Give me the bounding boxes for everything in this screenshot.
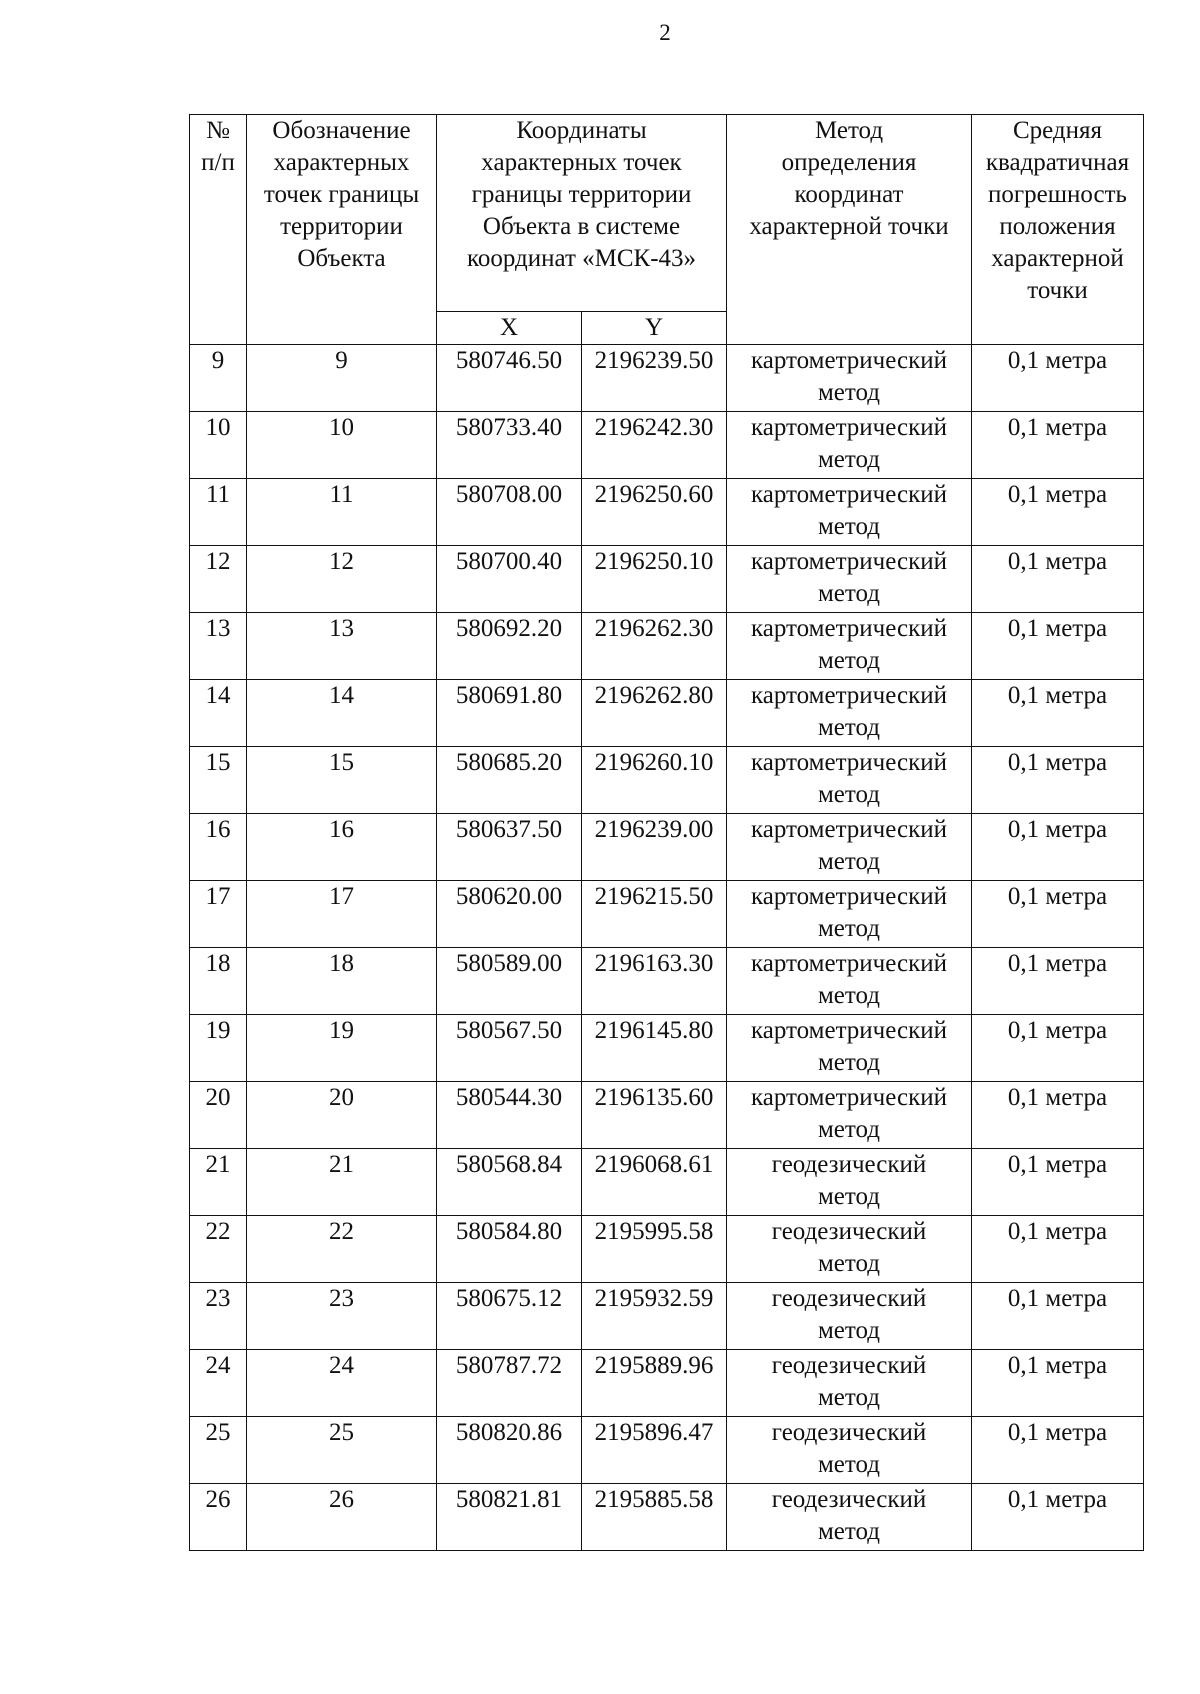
error-cell: 0,1 метра [972,1082,1144,1149]
coord-y: 2196239.00 [582,814,727,881]
method-cell: картометрический метод [727,948,972,1015]
page-number: 2 [659,20,671,45]
row-number: 18 [190,948,247,1015]
coord-x: 580708.00 [437,479,582,546]
error-cell: 0,1 метра [972,747,1144,814]
error-cell: 0,1 метра [972,412,1144,479]
coord-x: 580691.80 [437,680,582,747]
table-row [190,1015,1144,1082]
header-x: X [437,312,582,345]
coord-y: 2196262.80 [582,680,727,747]
header-coordinates: Координаты характерных точек границы территории Объекта в системе координат «МСК-43» [437,115,727,312]
row-number: 25 [190,1417,247,1484]
table-body [190,345,1144,1551]
point-designation: 15 [247,747,437,814]
coord-y: 2196250.60 [582,479,727,546]
coord-x: 580567.50 [437,1015,582,1082]
error-cell: 0,1 метра [972,881,1144,948]
row-number: 12 [190,546,247,613]
table-row [190,1350,1144,1417]
error-cell: 0,1 метра [972,1417,1144,1484]
point-designation: 19 [247,1015,437,1082]
table-row [190,1082,1144,1149]
method-cell: картометрический метод [727,1015,972,1082]
method-cell: геодезический метод [727,1350,972,1417]
method-cell: картометрический метод [727,546,972,613]
coord-y: 2196068.61 [582,1149,727,1216]
coord-x: 580692.20 [437,613,582,680]
coord-y: 2196260.10 [582,747,727,814]
table-row [190,1417,1144,1484]
table-row [190,546,1144,613]
error-cell: 0,1 метра [972,948,1144,1015]
coord-x: 580544.30 [437,1082,582,1149]
header-designation: Обозначение характерных точек границы территории Объекта [247,115,437,345]
coord-y: 2196145.80 [582,1015,727,1082]
coord-x: 580589.00 [437,948,582,1015]
method-cell: картометрический метод [727,814,972,881]
row-number: 17 [190,881,247,948]
coord-x: 580733.40 [437,412,582,479]
coord-y: 2195885.58 [582,1484,727,1551]
row-number: 21 [190,1149,247,1216]
point-designation: 26 [247,1484,437,1551]
error-cell: 0,1 метра [972,479,1144,546]
coord-y: 2196163.30 [582,948,727,1015]
table-row [190,1149,1144,1216]
point-designation: 12 [247,546,437,613]
row-number: 26 [190,1484,247,1551]
point-designation: 21 [247,1149,437,1216]
table-row [190,345,1144,412]
method-cell: геодезический метод [727,1216,972,1283]
row-number: 22 [190,1216,247,1283]
coord-x: 580821.81 [437,1484,582,1551]
coord-x: 580700.40 [437,546,582,613]
point-designation: 20 [247,1082,437,1149]
coord-y: 2196250.10 [582,546,727,613]
point-designation: 25 [247,1417,437,1484]
method-cell: картометрический метод [727,1082,972,1149]
table-row [190,948,1144,1015]
point-designation: 13 [247,613,437,680]
row-number: 11 [190,479,247,546]
point-designation: 9 [247,345,437,412]
row-number: 15 [190,747,247,814]
coord-x: 580620.00 [437,881,582,948]
coord-y: 2195995.58 [582,1216,727,1283]
coord-y: 2195889.96 [582,1350,727,1417]
table-row [190,479,1144,546]
table-row [190,1484,1144,1551]
header-y: Y [582,312,727,345]
method-cell: геодезический метод [727,1283,972,1350]
coordinates-table [189,114,1144,1551]
coord-x: 580568.84 [437,1149,582,1216]
method-cell: геодезический метод [727,1417,972,1484]
point-designation: 17 [247,881,437,948]
method-cell: картометрический метод [727,345,972,412]
row-number: 10 [190,412,247,479]
row-number: 20 [190,1082,247,1149]
coord-x: 580637.50 [437,814,582,881]
method-cell: картометрический метод [727,412,972,479]
method-cell: картометрический метод [727,613,972,680]
error-cell: 0,1 метра [972,1484,1144,1551]
coord-x: 580746.50 [437,345,582,412]
error-cell: 0,1 метра [972,1015,1144,1082]
coord-y: 2195932.59 [582,1283,727,1350]
row-number: 16 [190,814,247,881]
error-cell: 0,1 метра [972,1350,1144,1417]
row-number: 19 [190,1015,247,1082]
table-row [190,1216,1144,1283]
table-row [190,814,1144,881]
row-number: 23 [190,1283,247,1350]
coord-x: 580584.80 [437,1216,582,1283]
coord-y: 2196239.50 [582,345,727,412]
row-number: 9 [190,345,247,412]
point-designation: 23 [247,1283,437,1350]
coord-y: 2196135.60 [582,1082,727,1149]
point-designation: 16 [247,814,437,881]
error-cell: 0,1 метра [972,546,1144,613]
point-designation: 22 [247,1216,437,1283]
coord-y: 2195896.47 [582,1417,727,1484]
method-cell: картометрический метод [727,479,972,546]
table-row [190,412,1144,479]
coord-y: 2196242.30 [582,412,727,479]
coord-y: 2196262.30 [582,613,727,680]
coord-x: 580685.20 [437,747,582,814]
point-designation: 18 [247,948,437,1015]
table-row [190,1283,1144,1350]
error-cell: 0,1 метра [972,1283,1144,1350]
row-number: 14 [190,680,247,747]
header-num: № п/п [190,115,247,345]
row-number: 24 [190,1350,247,1417]
table-row [190,747,1144,814]
error-cell: 0,1 метра [972,814,1144,881]
error-cell: 0,1 метра [972,345,1144,412]
header-error: Средняя квадратичная погрешность положения характерной точки [972,115,1144,345]
point-designation: 24 [247,1350,437,1417]
table-row [190,680,1144,747]
coord-x: 580787.72 [437,1350,582,1417]
coord-x: 580820.86 [437,1417,582,1484]
point-designation: 11 [247,479,437,546]
coord-y: 2196215.50 [582,881,727,948]
table-row [190,881,1144,948]
method-cell: геодезический метод [727,1484,972,1551]
method-cell: картометрический метод [727,881,972,948]
method-cell: геодезический метод [727,1149,972,1216]
point-designation: 10 [247,412,437,479]
error-cell: 0,1 метра [972,1149,1144,1216]
table-row [190,613,1144,680]
coord-x: 580675.12 [437,1283,582,1350]
point-designation: 14 [247,680,437,747]
method-cell: картометрический метод [727,747,972,814]
error-cell: 0,1 метра [972,613,1144,680]
error-cell: 0,1 метра [972,1216,1144,1283]
error-cell: 0,1 метра [972,680,1144,747]
row-number: 13 [190,613,247,680]
method-cell: картометрический метод [727,680,972,747]
header-method: Метод определения координат характерной точки [727,115,972,345]
